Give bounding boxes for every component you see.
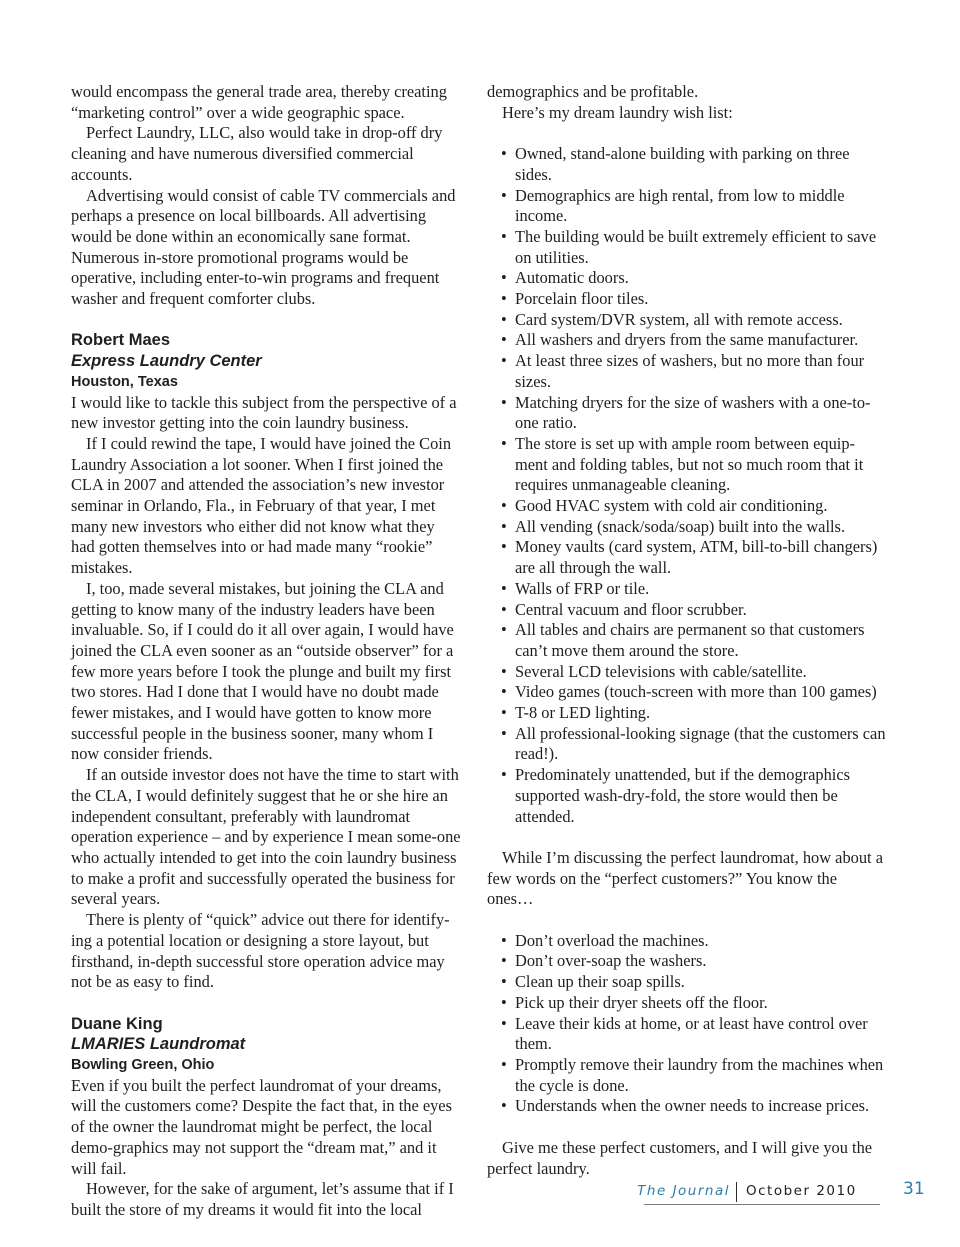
list-item: • Several LCD televisions with cable/satellite.	[487, 662, 887, 683]
list-item: • Card system/DVR system, all with remote access.	[487, 310, 887, 331]
list-item: • Central vacuum and floor scrubber.	[487, 600, 887, 621]
list-item: • Matching dryers for the size of washers with a one-to-one ratio.	[487, 393, 887, 434]
footer-rule	[644, 1204, 880, 1205]
right-column	[487, 82, 887, 1179]
list-item: • Walls of FRP or tile.	[487, 579, 887, 600]
body-paragraph: I would like to tackle this subject from the perspective of a new investor getting into the coin laundry business.	[71, 392, 457, 433]
body-paragraph: Here’s my dream laundry wish list:	[502, 102, 733, 122]
list-item: • All washers and dryers from the same manufacturer.	[487, 330, 887, 351]
list-item: • The building would be built extremely efficient to save on utilities.	[487, 227, 887, 268]
author-business: LMARIES Laundromat	[71, 1035, 246, 1054]
body-paragraph: I, too, made several mistakes, but joining the CLA and getting to know many of the industry leaders have been invaluable. So, if I could do it all over again, I would have joined the CLA even sooner as an “outside observer” for a few more years before I took the plunge and built my first two stores. Had I done that I would have no doubt made fewer mistakes, and I would have gotten to know more successful people in the business sooner, many whom I now consider friends.	[71, 578, 454, 764]
body-paragraph: would encompass the general trade area, thereby creating “marketing control” over a wide geographic space.	[71, 82, 447, 122]
body-paragraph: Give me these perfect customers, and I will give you the perfect laundry.	[487, 1137, 873, 1178]
page-number: 31	[903, 1179, 925, 1199]
list-item: • Don’t overload the machines.	[487, 931, 887, 952]
list-item: • Owned, stand-alone building with parking on three sides.	[487, 144, 887, 185]
body-paragraph: If I could rewind the tape, I would have joined the Coin Laundry Association a lot sooner. When I first joined the CLA in 2007 and attended the association’s new investor seminar in Orlando, Fla., in February of that year, I met many new investors who either did not know what they had gotten themselves into or had made many “rookie” mistakes.	[71, 433, 452, 578]
body-paragraph: There is plenty of “quick” advice out there for identify-ing a potential location or designing a store layout, but firsthand, in-depth successful store operation advice may not be as easy to find.	[71, 910, 450, 992]
list-item: • Understands when the owner needs to increase prices.	[487, 1096, 887, 1117]
list-item: • All tables and chairs are permanent so that customers can’t move them around the store.	[487, 620, 887, 661]
body-paragraph: If an outside investor does not have the time to start with the CLA, I would definitely suggest that he or she hire an independent consultant, preferably with laundromat operation experience – and by experience I mean some-one who actually intended to get into the coin laundry business to make a profit and successfully operated the business for several years.	[71, 765, 461, 909]
body-paragraph: Advertising would consist of cable TV commercials and perhaps a presence on local billboards. All advertising would be done within an economically sane format. Numerous in-store promotional programs would be operative, including enter-to-win programs and frequent washer and frequent comforter clubs.	[71, 185, 456, 309]
list-item: • All vending (snack/soda/soap) built into the walls.	[487, 517, 887, 538]
author-block-robert-maes	[71, 330, 461, 392]
list-item: • Porcelain floor tiles.	[487, 289, 887, 310]
issue-date: October 2010	[746, 1183, 857, 1199]
customer-list	[487, 931, 887, 1117]
body-paragraph: demographics and be profitable.	[487, 82, 699, 101]
author-business: Express Laundry Center	[71, 352, 262, 371]
list-item: • Good HVAC system with cold air conditioning.	[487, 496, 887, 517]
page-footer	[0, 1180, 960, 1210]
footer-divider	[736, 1182, 737, 1202]
body-paragraph: While I’m discussing the perfect laundromat, how about a few words on the “perfect customers?” You know the ones…	[487, 847, 883, 909]
list-item: • Pick up their dryer sheets off the floor.	[487, 993, 887, 1014]
list-item: • T-8 or LED lighting.	[487, 703, 887, 724]
left-column	[71, 82, 461, 1221]
list-item: • Video games (touch-screen with more than 100 games)	[487, 682, 887, 703]
list-item: • Demographics are high rental, from low to middle income.	[487, 186, 887, 227]
list-item: • Automatic doors.	[487, 268, 887, 289]
body-paragraph: Perfect Laundry, LLC, also would take in drop-off dry cleaning and have numerous diversified commercial accounts.	[71, 123, 443, 184]
wish-list	[487, 144, 887, 827]
list-item: • Don’t over-soap the washers.	[487, 951, 887, 972]
list-item: • At least three sizes of washers, but no more than four sizes.	[487, 351, 887, 392]
list-item: • The store is set up with ample room between equip-ment and folding tables, but not so much room that it requires unmanageable cleaning.	[487, 434, 887, 496]
list-item: • Clean up their soap spills.	[487, 972, 887, 993]
author-name: Robert Maes	[71, 331, 171, 350]
list-item: • Money vaults (card system, ATM, bill-to-bill changers) are all through the wall.	[487, 537, 887, 578]
publication-name: The Journal	[637, 1183, 730, 1199]
list-item: • Promptly remove their laundry from the machines when the cycle is done.	[487, 1055, 887, 1096]
author-block-duane-king	[71, 1014, 461, 1076]
author-name: Duane King	[71, 1014, 163, 1033]
author-location: Bowling Green, Ohio	[71, 1057, 215, 1074]
list-item: • All professional-looking signage (that the customers can read!).	[487, 724, 887, 765]
body-paragraph: Even if you built the perfect laundromat of your dreams, will the customers come? Despite the fact that, in the eyes of the owner the laundromat might be perfect, the local demo-graphics may not support the “dream mat,” and it will fail.	[71, 1075, 452, 1178]
list-item: • Leave their kids at home, or at least have control over them.	[487, 1014, 887, 1055]
list-item: • Predominately unattended, but if the demographics supported wash-dry-fold, the store would then be attended.	[487, 765, 887, 827]
author-location: Houston, Texas	[71, 373, 178, 390]
body-paragraph: However, for the sake of argument, let’s assume that if I built the store of my dreams it would fit into the local	[71, 1179, 454, 1219]
